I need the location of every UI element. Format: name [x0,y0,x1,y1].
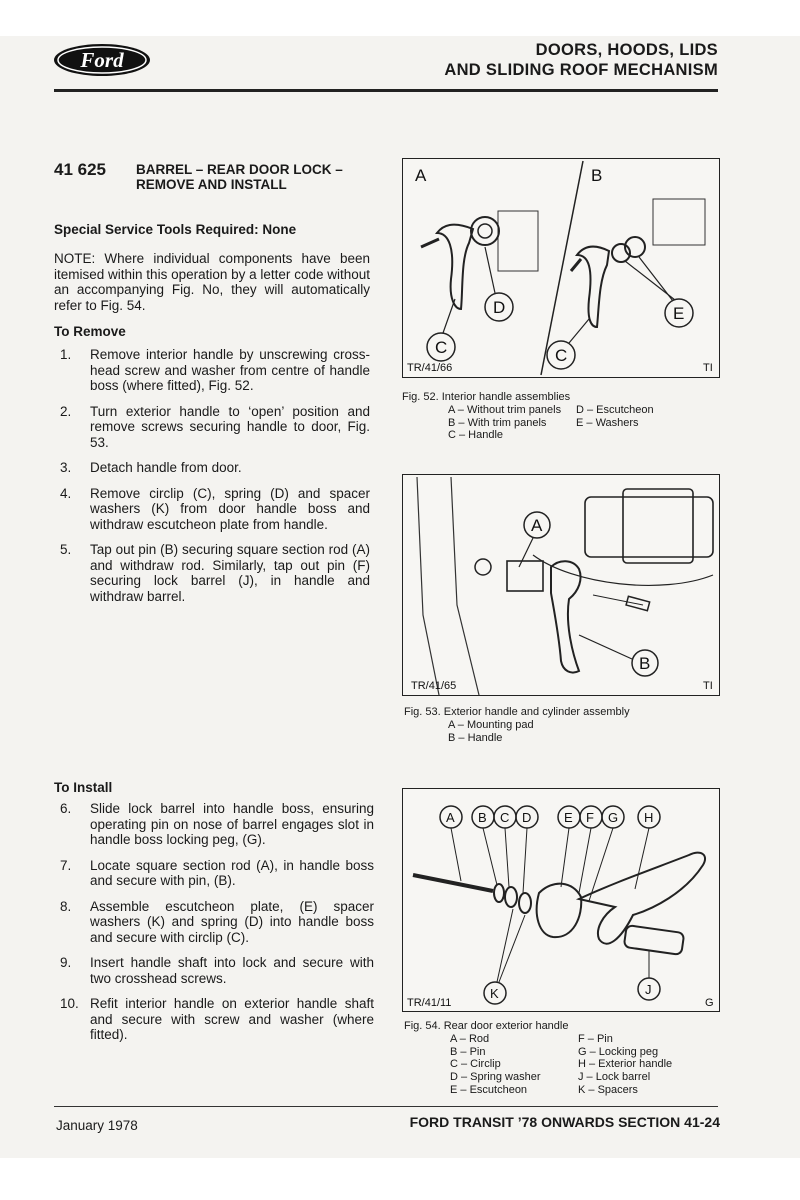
fig52-cap-c: C – Handle [448,429,504,442]
step-text: Insert handle shaft into lock and secure with two crosshead screws. [90,955,374,986]
remove-step [54,347,370,394]
step-text: Detach handle from door. [90,460,242,475]
fig53-ref: TR/41/65 [411,680,457,692]
fig54-caption [404,1020,718,1097]
remove-heading: To Remove [54,324,126,339]
install-steps [54,801,374,1053]
install-step [54,899,374,946]
remove-step [54,460,370,476]
remove-step [54,486,370,533]
fig54-label-e: E [564,810,573,825]
figure-52 [402,158,720,378]
fig54-cap-d: D – Spring washer [450,1071,541,1084]
fig52-label-c1: C [435,338,448,357]
step-text: Turn exterior handle to ‘open’ position and remove screws securing handle to door, Fig. 53. [90,403,370,450]
footer-rule [54,1106,718,1107]
step-number: 2. [60,403,72,419]
header-title-line2: AND SLIDING ROOF MECHANISM [444,61,718,79]
step-text: Remove interior handle by unscrewing cross-head screw and washer from centre of handle boss (where fitted), Fig. 52. [90,347,370,393]
fig54-mark: G [705,997,714,1009]
fig53-caption-title: Fig. 53. Exterior handle and cylinder assembly [404,706,630,718]
remove-step [54,542,370,604]
step-text: Locate square section rod (A), in handle boss and secure with pin, (B). [90,857,374,888]
fig52-ref: TR/41/66 [407,362,453,374]
fig52-caption-title: Fig. 52. Interior handle assemblies [402,391,571,403]
remove-step [54,404,370,451]
fig52-label-c2: C [555,346,568,365]
step-number: 5. [60,542,72,557]
fig52-mark: TI [703,362,713,374]
fig54-cap-c: C – Circlip [450,1058,501,1071]
step-text: Remove circlip (C), spring (D) and spacer washers (K) from door handle boss and withdraw escutcheon plate from handle. [90,485,370,532]
fig54-cap-e: E – Escutcheon [450,1083,528,1096]
header-title [380,40,718,80]
fig53-cap-b: B – Handle [448,731,503,744]
install-step [54,996,374,1043]
fig54-cap-j: J – Lock barrel [578,1071,651,1084]
step-text: Assemble escutcheon plate, (E) spacer washers (K) and spring (D) into handle boss and secure with circlip (C). [90,898,374,945]
fig54-label-a: A [446,810,455,825]
fig54-cap-a: A – Rod [450,1032,490,1045]
fig54-cap-b: B – Pin [450,1045,486,1058]
install-step [54,801,374,848]
fig53-label-a: A [531,516,543,535]
note-paragraph: NOTE: Where individual components have been itemised within this operation by a letter code without an accompanying Fig. No, they will automatically refer to Fig. 54. [54,251,370,313]
fig52-caption [402,391,718,442]
fig52-label-e: E [673,304,685,323]
ford-logo [52,42,152,78]
install-step [54,955,374,986]
fig52-panel-b: B [591,166,603,185]
step-text: Slide lock barrel into handle boss, ensuring operating pin on nose of barrel engages slot in handle boss locking peg, (G). [90,801,374,847]
figure-53 [402,474,720,696]
step-number: 3. [60,460,72,475]
fig53-caption [404,706,718,744]
fig53-label-b: B [639,654,651,673]
fig53-cap-a: A – Mounting pad [448,718,534,731]
fig54-label-b: B [478,810,487,825]
fig54-cap-h: H – Exterior handle [578,1058,673,1071]
logo-text: Ford [80,48,124,72]
fig54-caption-title: Fig. 54. Rear door exterior handle [404,1020,569,1032]
fig54-cap-k: K – Spacers [578,1083,638,1096]
step-number: 9. [60,955,72,970]
fig52-cap-e: E – Washers [576,416,639,429]
footer-section: FORD TRANSIT ’78 ONWARDS SECTION 41-24 [409,1114,720,1130]
header-rule [54,89,718,92]
remove-steps [54,347,370,614]
fig52-cap-a: A – Without trim panels [448,403,562,416]
fig54-ref: TR/41/11 [407,997,452,1009]
footer-date: January 1978 [56,1118,138,1133]
step-text: Refit interior handle on exterior handle shaft and secure with screw and washer (where fitted). [90,996,374,1042]
fig54-label-j: J [645,982,652,997]
step-number: 7. [60,857,72,873]
step-number: 8. [60,898,72,914]
fig52-cap-b: B – With trim panels [448,416,547,429]
fig53-mark: TI [703,680,713,692]
fig54-label-f: F [586,810,594,825]
special-tools-heading: Special Service Tools Required: None [54,222,297,237]
fig54-cap-g: G – Locking peg [578,1045,659,1058]
step-number: 10. [60,996,79,1011]
step-number: 6. [60,801,72,816]
fig54-cap-f: F – Pin [578,1032,613,1045]
step-text: Tap out pin (B) securing square section rod (A) and withdraw rod. Similarly, tap out pin (F) securing lock barrel (J), in handle and withdraw barrel. [90,542,370,604]
step-number: 1. [60,347,72,362]
fig52-label-d: D [493,298,506,317]
fig54-label-d: D [522,810,532,825]
install-heading: To Install [54,780,113,795]
fig54-label-k: K [490,986,499,1001]
install-step [54,858,374,889]
fig52-cap-d: D – Escutcheon [576,403,654,416]
figure-54 [402,788,720,1012]
step-number: 4. [60,485,72,501]
fig54-label-g: G [608,810,619,825]
fig54-label-h: H [644,810,654,825]
fig52-panel-a: A [415,166,427,185]
fig54-label-c: C [500,810,510,825]
header-title-line1: DOORS, HOODS, LIDS [535,41,718,59]
section-number: 41 625 [54,160,106,179]
section-title: BARREL – REAR DOOR LOCK – REMOVE AND INSTALL [136,162,343,192]
